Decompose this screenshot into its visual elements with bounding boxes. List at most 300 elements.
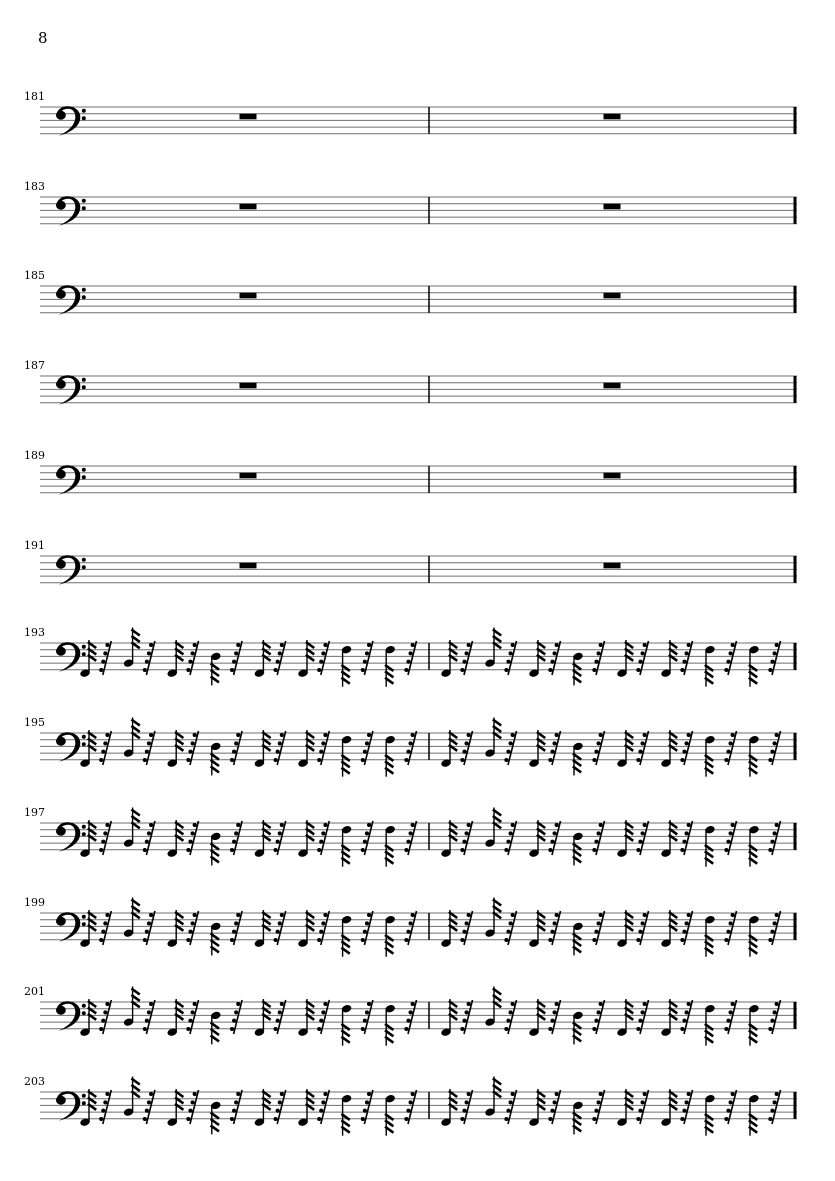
note-glyph [616, 730, 633, 768]
rest-dot [597, 741, 601, 745]
rest-dot [592, 758, 596, 762]
rest-dot [599, 913, 603, 917]
bass-clef-icon [56, 912, 86, 942]
rest-dot [361, 938, 365, 942]
rest-dot [230, 848, 234, 852]
bass-clef-icon [56, 732, 86, 762]
rest-dot [188, 1109, 192, 1113]
rest-dot [105, 643, 109, 647]
rest-dot [319, 1109, 323, 1113]
rest-dot [638, 660, 642, 664]
rest-dot [553, 1100, 557, 1104]
rest-dot [367, 1092, 371, 1096]
rest-dot [365, 921, 369, 925]
rest-dot [638, 840, 642, 844]
rest-dot [234, 921, 238, 925]
note-glyph [748, 915, 759, 957]
rest-dot [467, 643, 471, 647]
rest-dot [276, 1109, 280, 1113]
rest-dot [236, 913, 240, 917]
rest-dot [103, 1100, 107, 1104]
rest-dot [726, 1109, 730, 1113]
note-glyph [440, 910, 457, 948]
note-glyph [341, 645, 352, 687]
rest-dot [274, 1027, 278, 1031]
rest-dot [411, 1092, 415, 1096]
rest-dot [731, 1092, 735, 1096]
rest-dot [597, 651, 601, 655]
rest-dot [274, 938, 278, 942]
rest-dot [191, 741, 195, 745]
rest-dot [280, 1002, 284, 1006]
rest-dot [680, 668, 684, 672]
note-glyph [210, 1011, 221, 1045]
rest-dot [236, 1092, 240, 1096]
measure-number: 183 [24, 180, 45, 193]
rest-dot [191, 921, 195, 925]
rest-dot [280, 913, 284, 917]
rest-dot [149, 823, 153, 827]
note-glyph [704, 825, 715, 867]
rest-dot [274, 1117, 278, 1121]
rest-dot [232, 1019, 236, 1023]
rest-dot [319, 930, 323, 934]
rest-dot [186, 938, 190, 942]
rest-dot [101, 930, 105, 934]
rest-dot [729, 831, 733, 835]
rest-dot [404, 668, 408, 672]
measure-number: 187 [24, 359, 45, 372]
rest-dot [770, 1109, 774, 1113]
bass-clef-icon [56, 642, 86, 672]
rest-dot [731, 1002, 735, 1006]
rest-dot [680, 1117, 684, 1121]
rest-dot [506, 930, 510, 934]
note-glyph [254, 910, 271, 948]
rest-dot [773, 741, 777, 745]
rest-dot [506, 660, 510, 664]
rest-dot [594, 750, 598, 754]
rest-dot [775, 733, 779, 737]
note-glyph [528, 640, 545, 678]
rest-dot [641, 651, 645, 655]
note-glyph [297, 730, 314, 768]
note-glyph [572, 652, 583, 686]
note-glyph [123, 808, 140, 848]
rest-dot [317, 1027, 321, 1031]
rest-dot [775, 823, 779, 827]
rest-dot [509, 1010, 513, 1014]
system-191 [24, 539, 797, 585]
note-glyph [440, 999, 457, 1037]
rest-dot [462, 1109, 466, 1113]
rest-dot [363, 1109, 367, 1113]
rest-dot [597, 1100, 601, 1104]
rest-dot [361, 848, 365, 852]
rest-dot [191, 831, 195, 835]
rest-dot [509, 921, 513, 925]
rest-dot [186, 1117, 190, 1121]
note-glyph [484, 898, 501, 938]
rest-dot [143, 938, 147, 942]
rest-dot [592, 668, 596, 672]
note-glyph [704, 645, 715, 687]
note-glyph [167, 1089, 184, 1127]
rest-dot [143, 848, 147, 852]
rest-dot [550, 1019, 554, 1023]
rest-dot [147, 1100, 151, 1104]
rest-dot [548, 848, 552, 852]
note-glyph [440, 1089, 457, 1127]
rest-dot [317, 848, 321, 852]
final-barline [794, 556, 797, 583]
rest-dot [188, 750, 192, 754]
rest-dot [406, 1019, 410, 1023]
rest-dot [280, 643, 284, 647]
rest-dot [145, 750, 149, 754]
bass-clef-icon [56, 822, 86, 852]
barline [428, 733, 430, 760]
note-glyph [748, 735, 759, 777]
rest-dot [509, 1100, 513, 1104]
rest-dot [687, 1092, 691, 1096]
rest-dot [509, 741, 513, 745]
note-glyph [616, 1089, 633, 1127]
rest-dot [643, 913, 647, 917]
rest-dot [280, 733, 284, 737]
rest-dot [99, 668, 103, 672]
note-glyph [572, 742, 583, 776]
system-201 [24, 985, 797, 1046]
rest-dot [504, 848, 508, 852]
rest-dot [548, 1027, 552, 1031]
final-barline [794, 733, 797, 760]
note-glyph [210, 832, 221, 866]
note-glyph [528, 999, 545, 1037]
note-glyph [660, 640, 677, 678]
rest-dot [236, 733, 240, 737]
rest-dot [685, 1100, 689, 1104]
note-glyph [385, 1004, 396, 1046]
rest-dot [234, 1010, 238, 1014]
rest-dot [638, 930, 642, 934]
rest-dot [548, 1117, 552, 1121]
rest-dot [770, 660, 774, 664]
rest-dot [685, 741, 689, 745]
rest-dot [467, 913, 471, 917]
whole-rest [240, 563, 257, 569]
bass-clef-icon [56, 375, 86, 405]
system-185 [24, 269, 797, 315]
rest-dot [99, 1027, 103, 1031]
rest-dot [504, 938, 508, 942]
rest-dot [638, 1019, 642, 1023]
note-glyph [123, 898, 140, 938]
final-barline [794, 466, 797, 493]
rest-dot [411, 1002, 415, 1006]
barline [428, 376, 430, 403]
rest-dot [278, 921, 282, 925]
rest-dot [367, 913, 371, 917]
rest-dot [323, 1002, 327, 1006]
note-glyph [748, 645, 759, 687]
rest-dot [553, 921, 557, 925]
note-glyph [79, 1089, 96, 1127]
rest-dot [323, 913, 327, 917]
rest-dot [230, 668, 234, 672]
rest-dot [145, 1109, 149, 1113]
measure-number: 193 [24, 626, 45, 639]
rest-dot [274, 668, 278, 672]
system-199 [24, 896, 797, 957]
rest-dot [191, 651, 195, 655]
rest-dot [594, 1109, 598, 1113]
note-glyph [341, 1004, 352, 1046]
rest-dot [643, 643, 647, 647]
rest-dot [321, 1100, 325, 1104]
rest-dot [274, 848, 278, 852]
rest-dot [638, 750, 642, 754]
rest-dot [504, 668, 508, 672]
note-glyph [528, 1089, 545, 1127]
rest-dot [641, 921, 645, 925]
rest-dot [188, 930, 192, 934]
rest-dot [773, 1010, 777, 1014]
rest-dot [550, 1109, 554, 1113]
rest-dot [236, 823, 240, 827]
rest-dot [319, 840, 323, 844]
rest-dot [280, 823, 284, 827]
rest-dot [365, 741, 369, 745]
rest-dot [682, 930, 686, 934]
rest-dot [682, 660, 686, 664]
rest-dot [105, 1092, 109, 1096]
rest-dot [103, 831, 107, 835]
rest-dot [687, 823, 691, 827]
rest-dot [773, 921, 777, 925]
rest-dot [462, 660, 466, 664]
note-glyph [210, 742, 221, 776]
note-glyph [616, 820, 633, 858]
rest-dot [636, 668, 640, 672]
rest-dot [465, 651, 469, 655]
rest-dot [411, 823, 415, 827]
rest-dot [548, 758, 552, 762]
note-glyph [660, 910, 677, 948]
rest-dot [462, 750, 466, 754]
rest-dot [685, 921, 689, 925]
rest-dot [145, 1019, 149, 1023]
note-glyph [385, 1094, 396, 1136]
barline [428, 643, 430, 670]
note-glyph [210, 652, 221, 686]
rest-dot [404, 758, 408, 762]
note-glyph [254, 640, 271, 678]
rest-dot [643, 823, 647, 827]
rest-dot [731, 913, 735, 917]
rest-dot [768, 848, 772, 852]
rest-dot [103, 1010, 107, 1014]
rest-dot [276, 660, 280, 664]
note-glyph [748, 1094, 759, 1136]
rest-dot [274, 758, 278, 762]
rest-dot [361, 758, 365, 762]
rest-dot [641, 1100, 645, 1104]
note-glyph [704, 1094, 715, 1136]
rest-dot [726, 1019, 730, 1023]
rest-dot [555, 823, 559, 827]
note-glyph [572, 1011, 583, 1045]
note-glyph [440, 820, 457, 858]
bass-clef-icon [56, 196, 86, 226]
rest-dot [404, 848, 408, 852]
rest-dot [643, 1002, 647, 1006]
rest-dot [731, 823, 735, 827]
rest-dot [147, 651, 151, 655]
note-glyph [297, 999, 314, 1037]
note-glyph [167, 730, 184, 768]
rest-dot [232, 660, 236, 664]
rest-dot [323, 1092, 327, 1096]
rest-dot [775, 643, 779, 647]
rest-dot [363, 750, 367, 754]
rest-dot [724, 848, 728, 852]
rest-dot [406, 660, 410, 664]
rest-dot [409, 921, 413, 925]
note-glyph [528, 910, 545, 948]
note-glyph [341, 735, 352, 777]
rest-dot [409, 651, 413, 655]
whole-rest [604, 563, 621, 569]
rest-dot [278, 831, 282, 835]
note-glyph [385, 645, 396, 687]
barline [428, 823, 430, 850]
rest-dot [460, 1117, 464, 1121]
rest-dot [232, 840, 236, 844]
rest-dot [143, 758, 147, 762]
rest-dot [103, 741, 107, 745]
rest-dot [367, 733, 371, 737]
rest-dot [406, 840, 410, 844]
rest-dot [726, 930, 730, 934]
rest-dot [363, 1019, 367, 1023]
final-barline [794, 286, 797, 313]
rest-dot [636, 1027, 640, 1031]
barline [428, 286, 430, 313]
rest-dot [599, 1092, 603, 1096]
rest-dot [592, 1117, 596, 1121]
rest-dot [105, 823, 109, 827]
rest-dot [188, 840, 192, 844]
note-glyph [123, 628, 140, 668]
rest-dot [726, 840, 730, 844]
whole-rest [604, 204, 621, 210]
rest-dot [775, 1002, 779, 1006]
rest-dot [404, 1117, 408, 1121]
rest-dot [319, 1019, 323, 1023]
rest-dot [550, 750, 554, 754]
note-glyph [704, 735, 715, 777]
whole-rest [240, 293, 257, 299]
rest-dot [409, 831, 413, 835]
rest-dot [323, 643, 327, 647]
rest-dot [321, 651, 325, 655]
whole-rest [240, 383, 257, 389]
system-193 [24, 626, 797, 687]
rest-dot [682, 1019, 686, 1023]
rest-dot [555, 913, 559, 917]
rest-dot [511, 1002, 515, 1006]
rest-dot [363, 660, 367, 664]
rest-dot [101, 1109, 105, 1113]
rest-dot [105, 913, 109, 917]
rest-dot [511, 733, 515, 737]
rest-dot [323, 733, 327, 737]
rest-dot [234, 831, 238, 835]
note-glyph [616, 910, 633, 948]
rest-dot [99, 1117, 103, 1121]
rest-dot [506, 1109, 510, 1113]
rest-dot [465, 831, 469, 835]
rest-dot [460, 1027, 464, 1031]
rest-dot [193, 643, 197, 647]
rest-dot [685, 651, 689, 655]
rest-dot [149, 733, 153, 737]
rest-dot [775, 913, 779, 917]
rest-dot [641, 1010, 645, 1014]
rest-dot [682, 840, 686, 844]
note-glyph [484, 1077, 501, 1117]
note-glyph [167, 820, 184, 858]
rest-dot [406, 1109, 410, 1113]
rest-dot [460, 758, 464, 762]
rest-dot [193, 733, 197, 737]
final-barline [794, 913, 797, 940]
rest-dot [460, 668, 464, 672]
note-glyph [79, 730, 96, 768]
rest-dot [149, 1092, 153, 1096]
rest-dot [186, 1027, 190, 1031]
rest-dot [509, 651, 513, 655]
rest-dot [768, 668, 772, 672]
system-197 [24, 806, 797, 867]
rest-dot [191, 1010, 195, 1014]
system-195 [24, 716, 797, 777]
note-glyph [167, 910, 184, 948]
rest-dot [191, 1100, 195, 1104]
note-glyph [660, 999, 677, 1037]
rest-dot [550, 930, 554, 934]
measure-number: 199 [24, 896, 45, 909]
rest-dot [511, 643, 515, 647]
final-barline [794, 107, 797, 134]
rest-dot [317, 758, 321, 762]
rest-dot [365, 1100, 369, 1104]
rest-dot [145, 930, 149, 934]
rest-dot [685, 831, 689, 835]
note-glyph [167, 640, 184, 678]
barline [428, 197, 430, 224]
rest-dot [147, 831, 151, 835]
rest-dot [367, 1002, 371, 1006]
rest-dot [230, 1027, 234, 1031]
rest-dot [636, 848, 640, 852]
rest-dot [467, 823, 471, 827]
rest-dot [365, 1010, 369, 1014]
note-glyph [440, 730, 457, 768]
rest-dot [147, 1010, 151, 1014]
rest-dot [143, 1117, 147, 1121]
